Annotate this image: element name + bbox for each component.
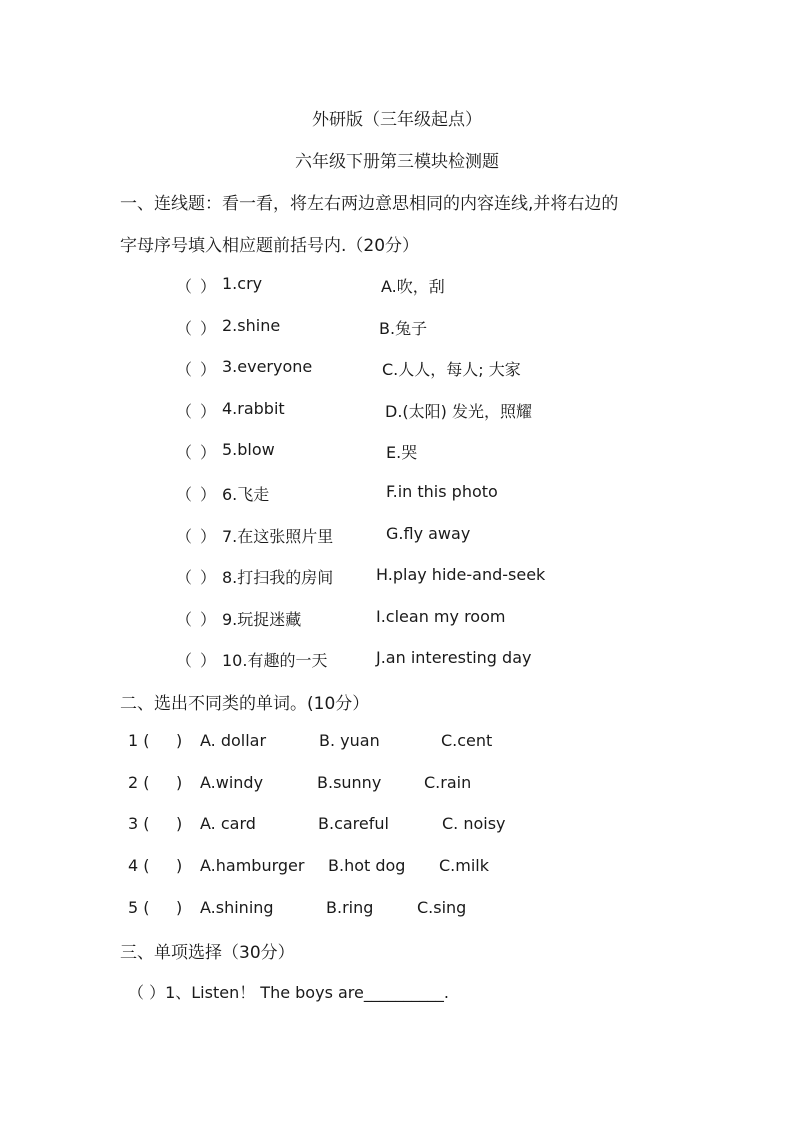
section3-heading: 三、单项选择（30分） (120, 943, 295, 963)
option-a: A.hamburger (200, 856, 305, 875)
matching-right-item: G.fly away (386, 524, 471, 543)
matching-right-item: A.吹，刮 (381, 277, 445, 296)
option-a: A.windy (200, 773, 264, 792)
matching-right-item: I.clean my room (376, 607, 506, 626)
answer-paren-close: ） (200, 360, 217, 379)
answer-paren-close: ） (200, 277, 217, 296)
option-c: C.rain (424, 773, 472, 792)
answer-paren-close: ） (200, 443, 217, 462)
matching-left-item: 6.飞走 (222, 485, 270, 504)
matching-left-item: 9.玩捉迷藏 (222, 610, 302, 629)
option-a: A. dollar (200, 731, 267, 750)
answer-paren-open: （ (176, 610, 193, 629)
matching-right-item: E.哭 (386, 443, 418, 462)
matching-left-item: 8.打扫我的房间 (222, 568, 334, 587)
answer-paren-open: （ (176, 402, 193, 421)
matching-right-item: C.人人，每人; 大家 (382, 360, 521, 379)
matching-right-item: H.play hide-and-seek (376, 565, 546, 584)
answer-paren-open: （ (176, 651, 193, 670)
option-c: C.milk (439, 856, 489, 875)
matching-row (0, 399, 794, 423)
matching-row (0, 524, 794, 548)
answer-paren-close: ） (200, 610, 217, 629)
answer-paren-open: （ (176, 277, 193, 296)
matching-right-item: B.兔子 (379, 319, 428, 338)
matching-right-item: J.an interesting day (376, 648, 532, 667)
matching-left-item: 4.rabbit (222, 399, 285, 418)
matching-right-item: D.(太阳) 发光，照耀 (385, 402, 532, 421)
option-c: C.sing (417, 898, 467, 917)
document-title: 外研版（三年级起点） (312, 110, 482, 130)
option-b: B.careful (318, 814, 389, 833)
option-a: A. card (200, 814, 256, 833)
matching-row (0, 316, 794, 340)
matching-row (0, 482, 794, 506)
answer-paren-close: ） (200, 527, 217, 546)
odd-one-out-row (0, 856, 794, 880)
answer-paren-open: （ (176, 443, 193, 462)
option-c: C. noisy (442, 814, 506, 833)
answer-paren-close: ） (200, 402, 217, 421)
question-number: 4 ( (128, 856, 150, 875)
matching-row (0, 357, 794, 381)
answer-paren-close: ） (200, 319, 217, 338)
question-number: 1 ( (128, 731, 150, 750)
matching-left-item: 3.everyone (222, 357, 313, 376)
matching-row (0, 607, 794, 631)
answer-paren-close: ） (200, 568, 217, 587)
matching-row (0, 648, 794, 672)
answer-paren-open: （ (176, 319, 193, 338)
answer-paren-open: （ (176, 527, 193, 546)
matching-row (0, 274, 794, 298)
odd-one-out-row (0, 898, 794, 922)
matching-left-item: 1.cry (222, 274, 263, 293)
answer-paren-close: ) (176, 814, 183, 833)
option-b: B.ring (326, 898, 374, 917)
section2-heading: 二、选出不同类的单词。(10分） (120, 694, 370, 714)
matching-right-item: F.in this photo (386, 482, 498, 501)
answer-paren-close: ) (176, 856, 183, 875)
answer-paren-open: （ (176, 360, 193, 379)
odd-one-out-row (0, 773, 794, 797)
answer-paren-close: ） (200, 651, 217, 670)
option-a: A.shining (200, 898, 274, 917)
question-number: 5 ( (128, 898, 150, 917)
question-number: 3 ( (128, 814, 150, 833)
option-c: C.cent (441, 731, 493, 750)
answer-paren-close: ) (176, 898, 183, 917)
matching-left-item: 10.有趣的一天 (222, 651, 328, 670)
question-number: 2 ( (128, 773, 150, 792)
section1-heading-line1: 一、连线题：看一看，将左右两边意思相同的内容连线,并将右边的 (120, 194, 619, 214)
option-b: B. yuan (319, 731, 380, 750)
matching-row (0, 565, 794, 589)
matching-row (0, 440, 794, 464)
document-subtitle: 六年级下册第三模块检测题 (295, 152, 499, 172)
matching-left-item: 5.blow (222, 440, 275, 459)
answer-paren-close: ) (176, 773, 183, 792)
answer-paren-open: （ (176, 485, 193, 504)
matching-left-item: 2.shine (222, 316, 281, 335)
odd-one-out-row (0, 814, 794, 838)
answer-paren-open: （ (176, 568, 193, 587)
section1-heading-line2: 字母序号填入相应题前括号内.（20分） (120, 236, 420, 256)
multiple-choice-question: （ ）1、Listen！ The boys are__________. (128, 983, 449, 1002)
answer-paren-close: ） (200, 485, 217, 504)
matching-left-item: 7.在这张照片里 (222, 527, 334, 546)
option-b: B.sunny (317, 773, 382, 792)
odd-one-out-row (0, 731, 794, 755)
answer-paren-close: ) (176, 731, 183, 750)
option-b: B.hot dog (328, 856, 406, 875)
